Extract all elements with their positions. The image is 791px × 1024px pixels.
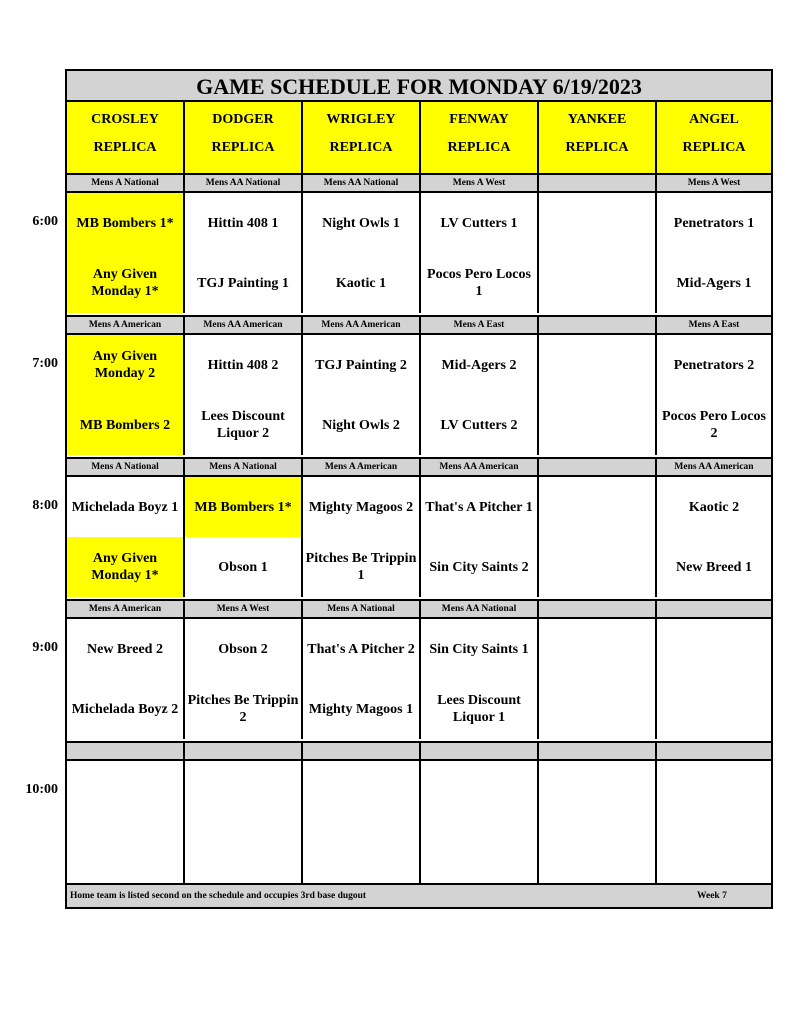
division-label: Mens AA National <box>421 601 539 617</box>
team-home: MB Bombers 2 <box>67 395 183 455</box>
time-label: 9:00 <box>32 640 58 655</box>
division-label: Mens A West <box>687 178 741 188</box>
team-home: Pocos Pero Locos 1 <box>427 267 531 299</box>
team-away: That's A Pitcher 2 <box>307 641 415 657</box>
team-home: LV Cutters 2 <box>440 417 518 433</box>
team-away: Any Given Monday 2 <box>67 335 183 395</box>
team-home <box>539 537 655 597</box>
division-label: Mens A East <box>688 320 740 330</box>
team-home: Any Given Monday 1* <box>67 253 183 313</box>
team-away: Hittin 408 2 <box>207 357 279 373</box>
team-home: Sin City Saints 2 <box>429 559 529 575</box>
game-cell <box>67 193 185 313</box>
division-label: Mens A National <box>303 601 421 617</box>
game-cell <box>421 761 539 883</box>
team-away: Night Owls 1 <box>322 215 400 231</box>
team-away <box>539 761 655 821</box>
division-label <box>421 743 539 759</box>
field-subtitle: REPLICA <box>682 140 746 155</box>
team-away: New Breed 2 <box>87 641 163 657</box>
team-away <box>657 619 771 679</box>
game-cell <box>185 619 303 739</box>
game-cell <box>657 335 771 455</box>
team-away: TGJ Painting 2 <box>315 357 407 373</box>
team-away: Michelada Boyz 1 <box>71 499 179 515</box>
game-cell <box>539 619 657 739</box>
team-home: Michelada Boyz 2 <box>71 701 179 717</box>
field-name: DODGER <box>212 112 274 127</box>
field-header-fenway <box>421 102 539 173</box>
game-cell <box>657 193 771 313</box>
game-cell <box>303 335 421 455</box>
time-label: 7:00 <box>32 356 58 371</box>
team-home: TGJ Painting 1 <box>197 275 289 291</box>
field-name: YANKEE <box>567 112 627 127</box>
team-away: MB Bombers 1* <box>185 477 301 537</box>
game-cell <box>421 335 539 455</box>
team-home <box>185 821 301 883</box>
division-row <box>67 315 771 335</box>
division-label: Mens AA National <box>303 175 421 191</box>
week-label: Week 7 <box>697 891 727 901</box>
field-subtitle: REPLICA <box>447 140 511 155</box>
team-home: Lees Discount Liquor 1 <box>437 693 521 725</box>
team-away: Penetrators 1 <box>673 215 755 231</box>
team-away <box>67 761 183 821</box>
team-away: Obson 2 <box>218 641 268 657</box>
field-name: FENWAY <box>449 112 509 127</box>
footer-note: Home team is listed second on the schedule and occupies 3rd base dugout <box>70 891 367 901</box>
schedule-sheet <box>65 69 773 909</box>
field-header-crosley <box>67 102 185 173</box>
team-home: Pitches Be Trippin 2 <box>187 693 299 725</box>
team-home <box>421 821 537 883</box>
field-header-angel <box>657 102 771 173</box>
division-label <box>539 601 657 617</box>
division-label <box>67 743 185 759</box>
division-label <box>539 317 657 333</box>
game-cell <box>539 477 657 597</box>
game-cell <box>185 761 303 883</box>
team-home <box>67 821 183 883</box>
team-away: Mighty Magoos 2 <box>308 499 414 515</box>
game-cell <box>539 761 657 883</box>
game-cell <box>67 477 185 597</box>
field-name: ANGEL <box>689 112 739 127</box>
game-cell <box>185 193 303 313</box>
team-away <box>185 761 301 821</box>
game-cell <box>657 761 771 883</box>
division-row <box>67 457 771 477</box>
team-home: Mighty Magoos 1 <box>308 701 414 717</box>
field-subtitle: REPLICA <box>211 140 275 155</box>
division-label: Mens AA American <box>185 317 303 333</box>
division-label <box>539 459 657 475</box>
division-label <box>303 743 421 759</box>
team-home <box>539 395 655 455</box>
game-cell <box>67 761 185 883</box>
field-header-dodger <box>185 102 303 173</box>
team-away <box>303 761 419 821</box>
team-home: New Breed 1 <box>676 559 752 575</box>
division-label: Mens AA American <box>303 317 421 333</box>
team-home: Pitches Be Trippin 1 <box>305 551 417 583</box>
division-label: Mens A West <box>421 175 539 191</box>
field-subtitle: REPLICA <box>329 140 393 155</box>
game-cell <box>67 335 185 455</box>
time-label: 8:00 <box>32 498 58 513</box>
game-cell <box>539 193 657 313</box>
team-home <box>539 679 655 739</box>
game-cell <box>421 477 539 597</box>
division-label <box>657 743 771 759</box>
team-away: That's A Pitcher 1 <box>425 499 533 515</box>
team-away <box>539 193 655 253</box>
game-cell <box>185 335 303 455</box>
division-row <box>67 599 771 619</box>
game-cell <box>539 335 657 455</box>
team-home <box>657 679 771 739</box>
division-label <box>185 743 303 759</box>
team-away <box>539 619 655 679</box>
footer-bar <box>67 883 771 907</box>
team-home <box>539 253 655 313</box>
division-row <box>67 741 771 761</box>
team-home: Kaotic 1 <box>335 275 387 291</box>
team-away: Kaotic 2 <box>688 499 740 515</box>
field-subtitle: REPLICA <box>93 140 157 155</box>
division-label: Mens A National <box>185 459 303 475</box>
field-name: WRIGLEY <box>326 112 396 127</box>
team-away <box>539 477 655 537</box>
division-label: Mens A American <box>67 317 185 333</box>
division-label: Mens AA National <box>185 175 303 191</box>
game-cell <box>303 477 421 597</box>
division-label: Mens AA American <box>674 462 754 472</box>
team-away: Sin City Saints 1 <box>429 641 529 657</box>
division-label: Mens AA American <box>421 459 539 475</box>
team-home <box>539 821 655 883</box>
team-home: Any Given Monday 1* <box>67 537 183 597</box>
game-cell <box>303 619 421 739</box>
team-away: Mid-Agers 2 <box>441 357 517 373</box>
schedule-title: GAME SCHEDULE FOR MONDAY 6/19/2023 <box>67 71 771 102</box>
team-home <box>303 821 419 883</box>
team-away <box>421 761 537 821</box>
division-label: Mens A National <box>67 175 185 191</box>
team-home <box>657 821 771 883</box>
field-header-wrigley <box>303 102 421 173</box>
team-away: Hittin 408 1 <box>207 215 279 231</box>
team-home: Night Owls 2 <box>322 417 400 433</box>
team-away: LV Cutters 1 <box>440 215 518 231</box>
field-subtitle: REPLICA <box>565 140 629 155</box>
division-label: Mens A National <box>67 459 185 475</box>
team-away: Penetrators 2 <box>673 357 755 373</box>
team-away <box>657 761 771 821</box>
game-cell <box>421 193 539 313</box>
game-cell <box>421 619 539 739</box>
division-label <box>539 175 657 191</box>
game-cell <box>67 619 185 739</box>
game-cell <box>185 477 303 597</box>
game-cell <box>657 477 771 597</box>
field-name: CROSLEY <box>91 112 159 127</box>
game-cell <box>657 619 771 739</box>
team-home: Obson 1 <box>218 559 268 575</box>
division-label <box>539 743 657 759</box>
team-home: Lees Discount Liquor 2 <box>201 409 285 441</box>
team-away <box>539 335 655 395</box>
division-label: Mens A East <box>421 317 539 333</box>
division-label: Mens A West <box>185 601 303 617</box>
division-row <box>67 173 771 193</box>
time-label: 6:00 <box>32 214 58 229</box>
team-home: Pocos Pero Locos 2 <box>662 409 766 441</box>
game-cell <box>303 761 421 883</box>
field-header-yankee <box>539 102 657 173</box>
division-label: Mens A American <box>67 601 185 617</box>
time-label: 10:00 <box>25 782 58 797</box>
division-label <box>657 601 771 617</box>
team-away: MB Bombers 1* <box>67 193 183 253</box>
game-cell <box>303 193 421 313</box>
division-label: Mens A American <box>303 459 421 475</box>
team-home: Mid-Agers 1 <box>676 275 752 291</box>
